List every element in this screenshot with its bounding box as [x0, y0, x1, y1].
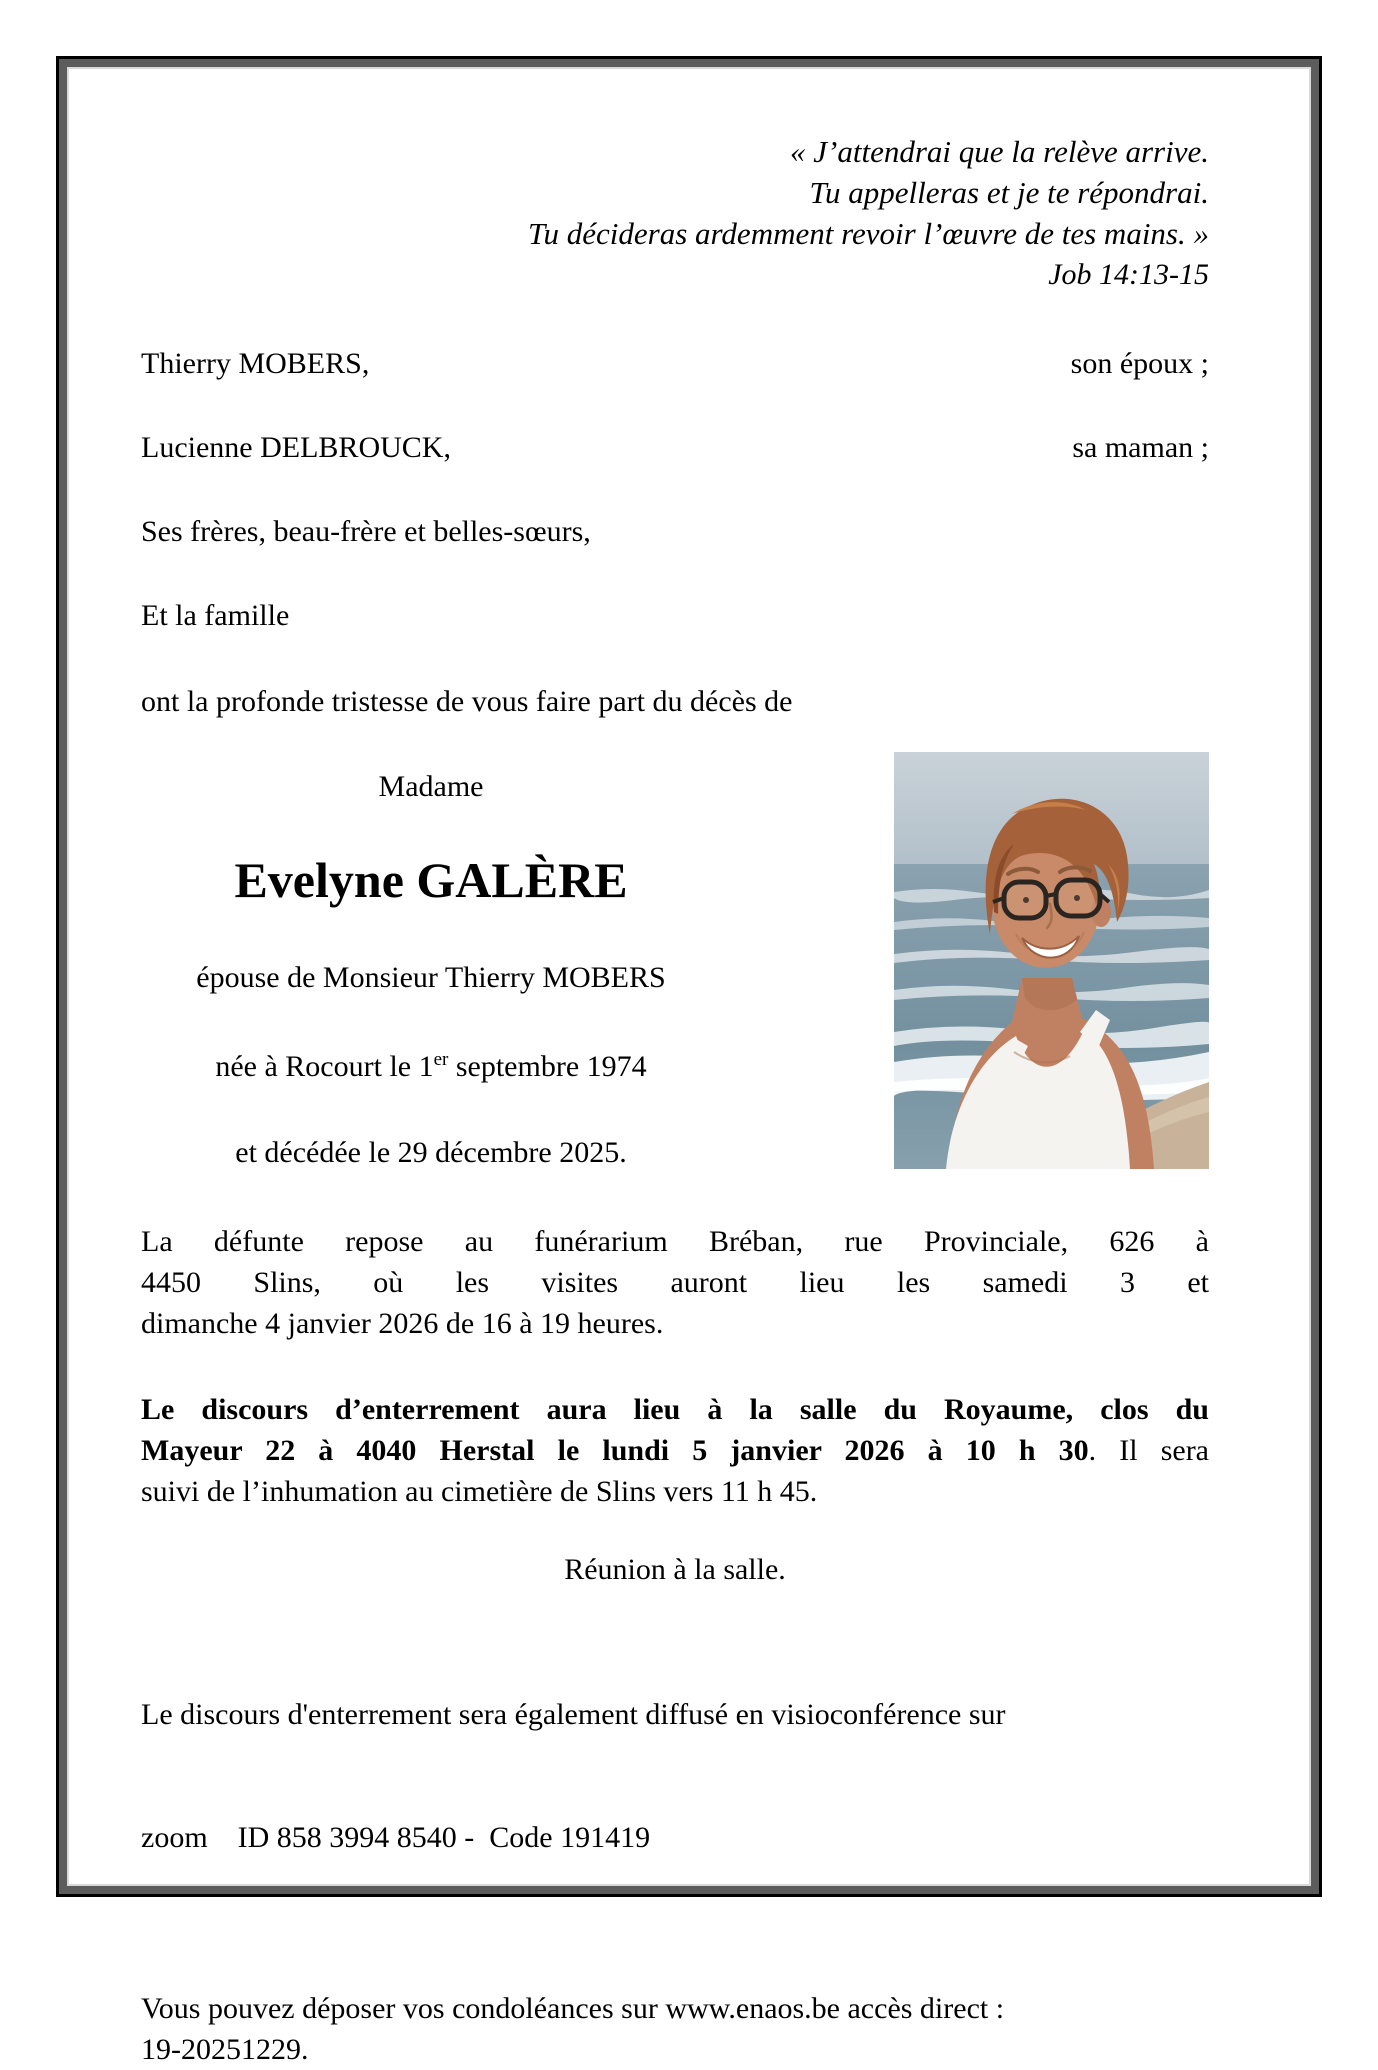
visio-line: zoom ID 858 3994 8540 - Code 191419: [141, 1821, 651, 1854]
birth-line: [141, 1046, 721, 1087]
mourner-name: Et la famille: [141, 599, 290, 632]
quote-line: « J’attendrai que la relève arrive.: [790, 134, 1209, 169]
reunion-line: Réunion à la salle.: [564, 1553, 786, 1586]
portrait-photo-illustration: [894, 752, 1209, 1169]
scripture-quote: [141, 131, 1209, 254]
spouse-line: épouse de Monsieur Thierry MOBERS: [196, 961, 666, 994]
service-paragraph: [141, 1389, 1209, 1512]
mourner-name: Lucienne DELBROUCK,: [141, 431, 451, 464]
repose-paragraph: [141, 1221, 1209, 1344]
visio-line: Le discours d'enterrement sera également diffusé en visioconférence sur: [141, 1698, 1006, 1731]
quote-line: Tu appelleras et je te répondrai.: [809, 175, 1209, 210]
repose-line: 4450 Slins, où les visites auront lieu les samedi 3 et: [141, 1266, 1209, 1299]
mourner-row: [141, 511, 1209, 552]
condolences-line: Vous pouvez déposer vos condoléances sur www.enaos.be accès direct :: [141, 1992, 1005, 2025]
decorative-frame: [56, 56, 1322, 2066]
mourner-name: Ses frères, beau-frère et belles-sœurs,: [141, 515, 591, 548]
frame-mat: [59, 59, 1319, 2066]
frame-liner: [67, 67, 1311, 2066]
relation-label: son époux ;: [1070, 347, 1209, 380]
ordinal-superscript: er: [433, 1049, 449, 1070]
announcement-body: [69, 69, 1309, 2066]
mourner-row: [141, 343, 1209, 384]
service-line: Le discours d’enterrement aura lieu à la salle du Royaume, clos du: [141, 1393, 1209, 1426]
mourner-row: [141, 595, 1209, 636]
repose-line: La défunte repose au funérarium Bréban, rue Provinciale, 626 à: [141, 1225, 1209, 1258]
visio-paragraph: [141, 1612, 1209, 1940]
mourner-name: Thierry MOBERS,: [141, 347, 370, 380]
relation-label: sa maman ;: [1072, 431, 1209, 464]
condolences-paragraph: [141, 1988, 1209, 2070]
birth-text: septembre 1974: [448, 1050, 647, 1083]
civility-title: Madame: [378, 770, 484, 803]
service-line: suivi de l’inhumation au cimetière de Slins vers 11 h 45.: [141, 1475, 818, 1508]
deceased-details: [141, 722, 721, 1173]
mourner-row: [141, 427, 1209, 468]
mourners-list: [141, 343, 1209, 636]
service-line: [141, 1430, 1209, 1471]
condolences-line: 19-20251229.: [141, 2033, 309, 2066]
quote-line: Tu décideras ardemment revoir l’œuvre de tes mains. »: [527, 216, 1209, 251]
deceased-name: Evelyne GALÈRE: [234, 852, 628, 908]
service-bold-text: Mayeur 22 à 4040 Herstal le lundi 5 janvier 2026 à 10 h 30: [141, 1434, 1089, 1467]
death-line: et décédée le 29 décembre 2025.: [235, 1136, 627, 1169]
deceased-section: [141, 722, 1209, 1173]
service-regular-text: . Il sera: [1088, 1434, 1209, 1467]
portrait-photo: [894, 752, 1209, 1169]
repose-line: dimanche 4 janvier 2026 de 16 à 19 heures.: [141, 1307, 664, 1340]
scripture-reference: Job 14:13-15: [1048, 258, 1209, 291]
birth-text: née à Rocourt le 1: [215, 1050, 434, 1083]
announcement-line: ont la profonde tristesse de vous faire part du décès de: [141, 685, 793, 718]
